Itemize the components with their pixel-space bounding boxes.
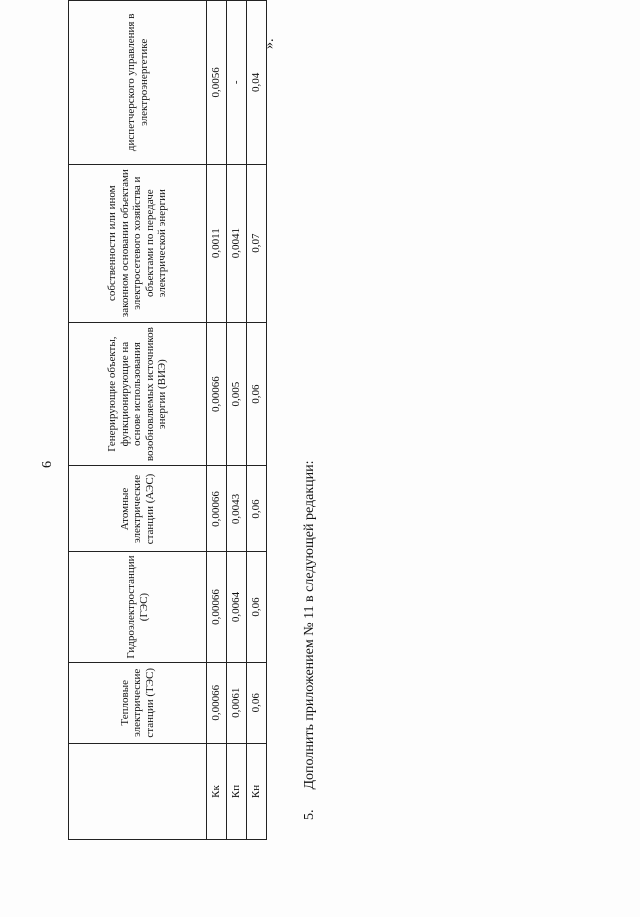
table-cell: 0,07 bbox=[247, 164, 267, 322]
row-label: Кп bbox=[227, 744, 247, 840]
coefficients-table bbox=[68, 0, 267, 840]
table-cell: 0,06 bbox=[247, 466, 267, 552]
row-label: Кн bbox=[247, 744, 267, 840]
table-row-kn bbox=[247, 1, 267, 840]
table-cell: 0,00066 bbox=[207, 662, 227, 743]
row-label: Кк bbox=[207, 744, 227, 840]
table-cell: 0,06 bbox=[247, 322, 267, 466]
table-cell: - bbox=[227, 1, 247, 165]
table-cell: 0,0043 bbox=[227, 466, 247, 552]
table-cell: 0,0061 bbox=[227, 662, 247, 743]
table-cell: 0,0064 bbox=[227, 552, 247, 662]
paragraph-text: Дополнить приложением № 11 в следующей редакции: bbox=[302, 460, 317, 790]
table-cell: 0,005 bbox=[227, 322, 247, 466]
closing-quote: ». bbox=[262, 38, 277, 49]
table-row-kk bbox=[207, 1, 227, 840]
paragraph-item bbox=[302, 461, 318, 821]
paragraph-number: 5. bbox=[302, 809, 317, 820]
table-cell: 0,0011 bbox=[207, 164, 227, 322]
header-cell-empty bbox=[69, 744, 207, 840]
table-cell: 0,00066 bbox=[207, 322, 227, 466]
table-cell: 0,06 bbox=[247, 552, 267, 662]
page-number: 6 bbox=[40, 461, 55, 468]
header-cell-grid-owners: собственности или ином законном основании объектами электросетевого хозяйства и объектами по передаче электрической энергии bbox=[69, 164, 207, 322]
table-header-row bbox=[69, 1, 207, 840]
table-cell: 0,00066 bbox=[207, 466, 227, 552]
table-row-kp bbox=[227, 1, 247, 840]
table-cell: 0,0056 bbox=[207, 1, 227, 165]
header-cell-tes: Тепловые электрические станции (ТЭС) bbox=[69, 662, 207, 743]
header-cell-vie: Генерирующие объекты, функционирующие на основе использования возобновляемых источников энергии (ВИЭ) bbox=[69, 322, 207, 466]
header-cell-aes: Атомные электрические станции (АЭС) bbox=[69, 466, 207, 552]
table-cell: 0,04 bbox=[247, 1, 267, 165]
table-cell: 0,0041 bbox=[227, 164, 247, 322]
header-cell-dispatch: диспетчерского управления в электроэнергетике bbox=[69, 1, 207, 165]
table-cell: 0,06 bbox=[247, 662, 267, 743]
table-cell: 0,00066 bbox=[207, 552, 227, 662]
header-cell-ges: Гидроэлектростанции (ГЭС) bbox=[69, 552, 207, 662]
